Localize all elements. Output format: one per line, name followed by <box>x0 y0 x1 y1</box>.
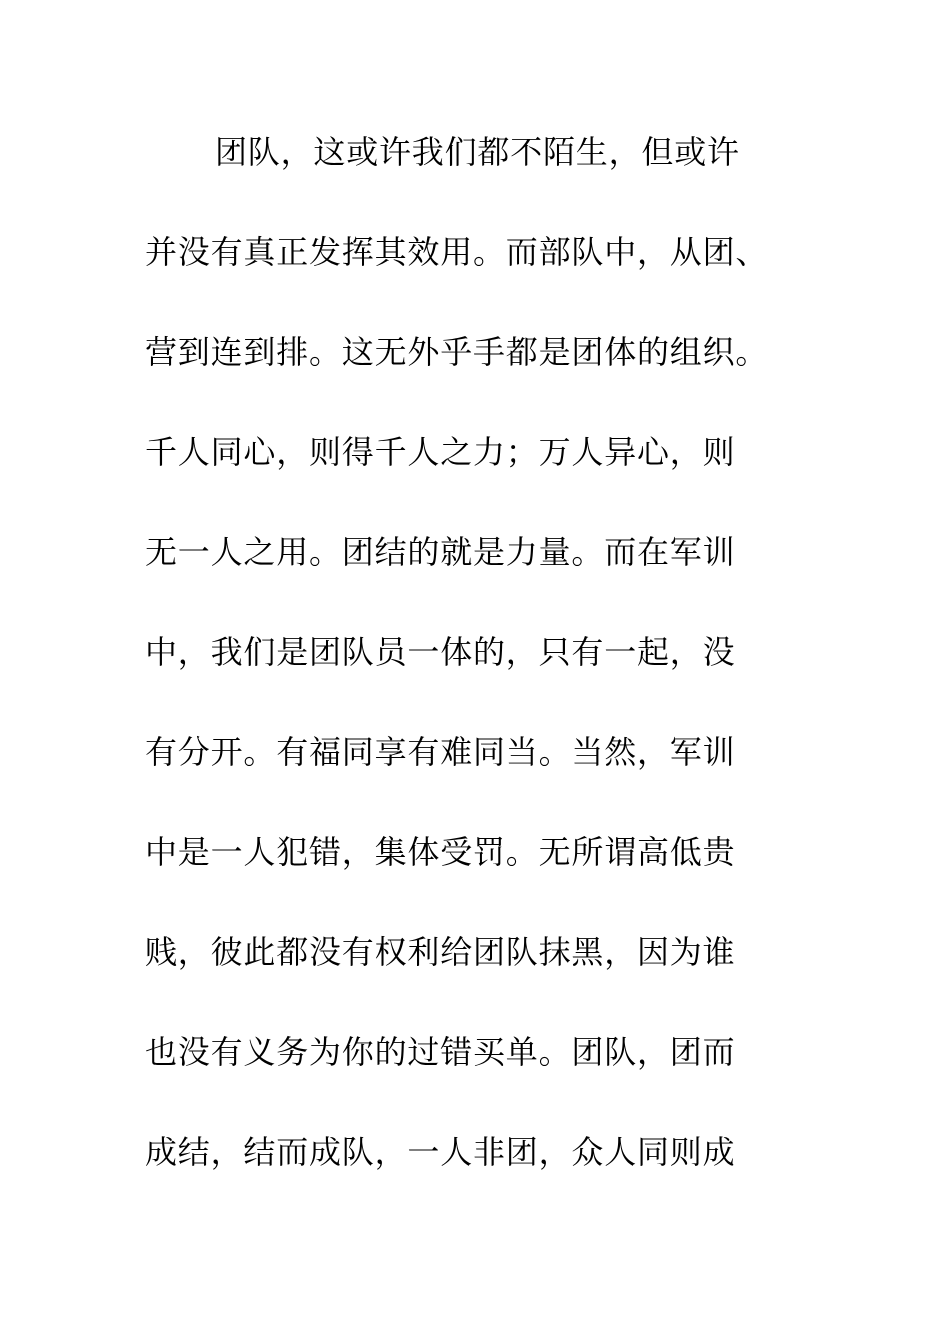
text-line-8: 中是一人犯错，集体受罚。无所谓高低贵 <box>145 833 736 871</box>
text-line-7: 有分开。有福同享有难同当。当然，军训 <box>145 733 736 771</box>
text-line-9: 贱，彼此都没有权利给团队抹黑，因为谁 <box>145 933 736 971</box>
text-line-6: 中，我们是团队员一体的，只有一起，没 <box>145 633 736 671</box>
text-line-1: 团队，这或许我们都不陌生，但或许 <box>215 133 740 171</box>
text-line-5: 无一人之用。团结的就是力量。而在军训 <box>145 533 736 571</box>
text-line-2: 并没有真正发挥其效用。而部队中，从团、 <box>145 233 769 271</box>
text-line-4: 千人同心，则得千人之力；万人异心，则 <box>145 433 736 471</box>
text-line-11: 成结，结而成队，一人非团，众人同则成 <box>145 1133 736 1171</box>
text-line-10: 也没有义务为你的过错买单。团队，团而 <box>145 1033 736 1071</box>
text-line-3: 营到连到排。这无外乎手都是团体的组织。 <box>145 333 769 371</box>
body-text <box>145 122 805 1222</box>
